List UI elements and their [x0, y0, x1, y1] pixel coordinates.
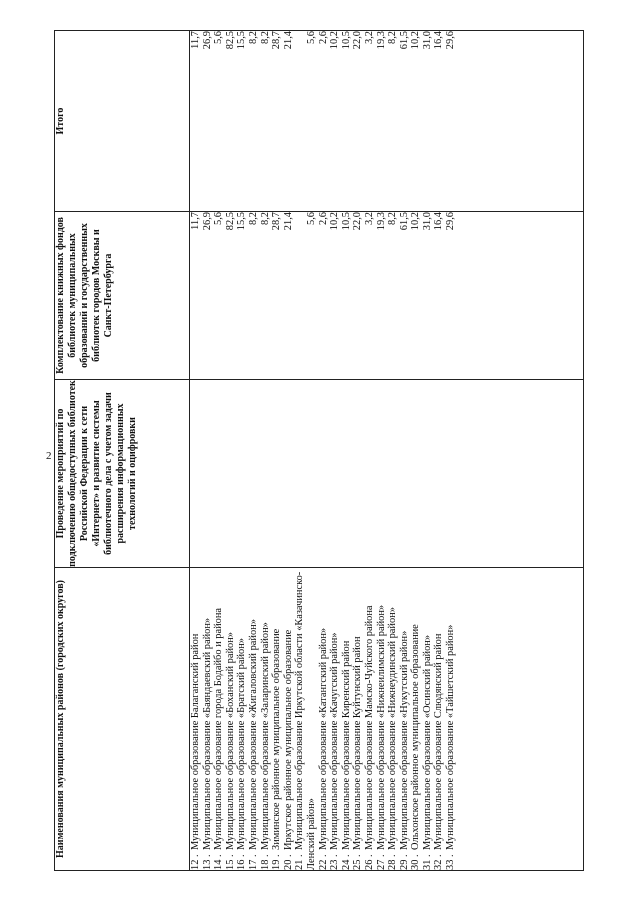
total-value: 8,2 [247, 31, 259, 44]
row-number: 29 . [398, 854, 410, 870]
row-name: Муниципальное образование города Бодайбо и района [213, 607, 225, 850]
table-row [202, 568, 214, 870]
table-row [352, 568, 364, 870]
acquisition-value: 29,6 [445, 212, 457, 231]
total-value: 22,0 [352, 31, 364, 50]
header-acquisition: Комплектование книжных фондов библиотек муниципальных образований и государственных библиотек городов Москвы и Санкт-Петербурга [55, 212, 190, 380]
acquisition-value: 5,6 [305, 212, 317, 225]
row-number: 28 . [387, 854, 399, 870]
table-row [271, 568, 283, 870]
acquisition-value: 61,5 [398, 212, 410, 231]
acquisition-value: 3,2 [363, 212, 375, 225]
row-name: Муниципальное образование «Нижнеилимский район» [375, 604, 387, 850]
acquisition-value: 15,5 [236, 212, 248, 231]
table-row [376, 568, 388, 870]
total-value: 3,2 [363, 31, 375, 44]
row-name: Муниципальное образование Киренский район [340, 640, 352, 850]
row-name: Муниципальное образование Иркутской области «Казачинско- [294, 571, 306, 850]
table-row [225, 568, 237, 870]
row-number: 16 . [236, 854, 248, 870]
total-value: 61,5 [398, 31, 410, 50]
row-number: 25 . [352, 854, 364, 870]
row-number: 19 . [271, 854, 283, 870]
row-name: Муниципальное образование «Жигаловский район» [247, 619, 259, 850]
row-name-continuation: Ленский район» [305, 798, 317, 870]
acquisition-value: 19,3 [375, 212, 387, 231]
total-value: 29,6 [445, 31, 457, 50]
row-number: 33 . [445, 854, 457, 870]
table-row [387, 568, 399, 870]
acquisition-value: 21,4 [282, 212, 294, 231]
total-value: 82,5 [224, 31, 236, 50]
row-number: 23 . [329, 854, 341, 870]
total-value: 2,6 [317, 31, 329, 44]
row-name: Ольхонское районное муниципальное образование [410, 624, 422, 850]
table-row [283, 568, 295, 870]
table-row [410, 568, 422, 870]
budget-table [54, 30, 584, 871]
row-name: Муниципальное образование «Заларинский район» [259, 622, 271, 850]
acquisition-value: 2,6 [317, 212, 329, 225]
table-row [364, 568, 376, 870]
row-number: 12 . [190, 854, 201, 870]
table-row [445, 568, 457, 870]
acquisition-value: 5,6 [213, 212, 225, 225]
acquisition-column [190, 212, 584, 380]
total-value: 19,3 [375, 31, 387, 50]
row-name: Иркутское районное муниципальное образование [282, 629, 294, 850]
names-column [190, 568, 584, 871]
acquisition-value: 16,4 [433, 212, 445, 231]
table-row [422, 568, 434, 870]
rotated-table-container [54, 31, 584, 871]
row-number: 24 . [340, 854, 352, 870]
total-value: 15,5 [236, 31, 248, 50]
row-name: Муниципальное образование «Братский район» [236, 637, 248, 850]
table-row [248, 568, 260, 870]
row-name: Муниципальное образование «Нижнеудинский район» [387, 607, 399, 850]
row-number: 21 . [294, 854, 306, 870]
total-column [190, 31, 584, 212]
total-value: 11,7 [190, 31, 201, 49]
row-name: Муниципальное образование «Катангский район» [317, 627, 329, 850]
header-row [55, 31, 190, 871]
row-name: Муниципальное образование «Нукутский район» [398, 630, 410, 850]
row-number: 14 . [213, 854, 225, 870]
total-value: 8,2 [259, 31, 271, 44]
header-name: Наименования муниципальных районов (городских округов) [55, 568, 190, 871]
total-value: 10,2 [329, 31, 341, 50]
acquisition-value: 10,2 [410, 212, 422, 231]
row-name: Муниципальное образование «Тайшетский район» [445, 624, 457, 850]
total-value: 26,9 [201, 31, 213, 50]
row-number: 13 . [201, 854, 213, 870]
internet-column [190, 380, 584, 568]
row-number: 26 . [363, 854, 375, 870]
header-internet: Проведение мероприятий по подключению общедоступных библиотек Российской Федерации к сети «Интернет» и развитие системы библиотечного дела с учетом задачи расширения информационных технологий и оцифровки [55, 380, 190, 568]
table-row [318, 568, 330, 870]
total-value: 5,6 [213, 31, 225, 44]
row-name: Зиминское районное муниципальное образование [271, 628, 283, 850]
total-value: 16,4 [433, 31, 445, 50]
total-value: 10,2 [410, 31, 422, 50]
body-row [190, 31, 584, 871]
total-value: 31,0 [421, 31, 433, 50]
acquisition-value: 22,0 [352, 212, 364, 231]
table-row [213, 568, 225, 870]
acquisition-value: 8,2 [259, 212, 271, 225]
row-name: Муниципальное образование Балаганский район [190, 633, 201, 850]
acquisition-value: 82,5 [224, 212, 236, 231]
total-value: 10,5 [340, 31, 352, 50]
table-row [236, 568, 248, 870]
row-name: Муниципальное образование «Баяндаевский район» [201, 617, 213, 850]
total-value: 5,6 [305, 31, 317, 44]
row-number: 22 . [317, 854, 329, 870]
table-row [260, 568, 272, 870]
total-value: 8,2 [387, 31, 399, 44]
total-value: 21,4 [282, 31, 294, 50]
total-value: 28,7 [271, 31, 283, 50]
acquisition-value: 28,7 [271, 212, 283, 231]
row-name: Муниципальное образование «Осинский район» [421, 634, 433, 850]
row-number: 15 . [224, 854, 236, 870]
acquisition-value: 8,2 [387, 212, 399, 225]
row-name: Муниципальное образование Слюдянский район [433, 633, 445, 850]
row-name: Муниципальное образование Куйтунский район [352, 636, 364, 850]
row-number: 17 . [247, 854, 259, 870]
row-number: 27 . [375, 854, 387, 870]
header-total: Итого [55, 31, 190, 212]
table-row [190, 568, 202, 870]
page-number: 2 [46, 450, 52, 462]
acquisition-value: 10,5 [340, 212, 352, 231]
row-number: 18 . [259, 854, 271, 870]
row-number: 32 . [433, 854, 445, 870]
row-name: Муниципальное образование «Боханский район» [224, 632, 236, 850]
row-name: Муниципальное образование Мамско-Чуйского района [363, 605, 375, 850]
acquisition-value: 8,2 [247, 212, 259, 225]
acquisition-value: 11,7 [190, 212, 201, 230]
table-row [341, 568, 353, 870]
row-number: 30 . [410, 854, 422, 870]
acquisition-value: 26,9 [201, 212, 213, 231]
table-row [399, 568, 411, 870]
table-row [294, 568, 306, 870]
table-row [329, 568, 341, 870]
table-row [433, 568, 445, 870]
acquisition-value: 31,0 [421, 212, 433, 231]
acquisition-value: 10,2 [329, 212, 341, 231]
row-name: Муниципальное образование «Качугский район» [329, 632, 341, 850]
row-number: 20 . [282, 854, 294, 870]
row-number: 31 . [421, 854, 433, 870]
